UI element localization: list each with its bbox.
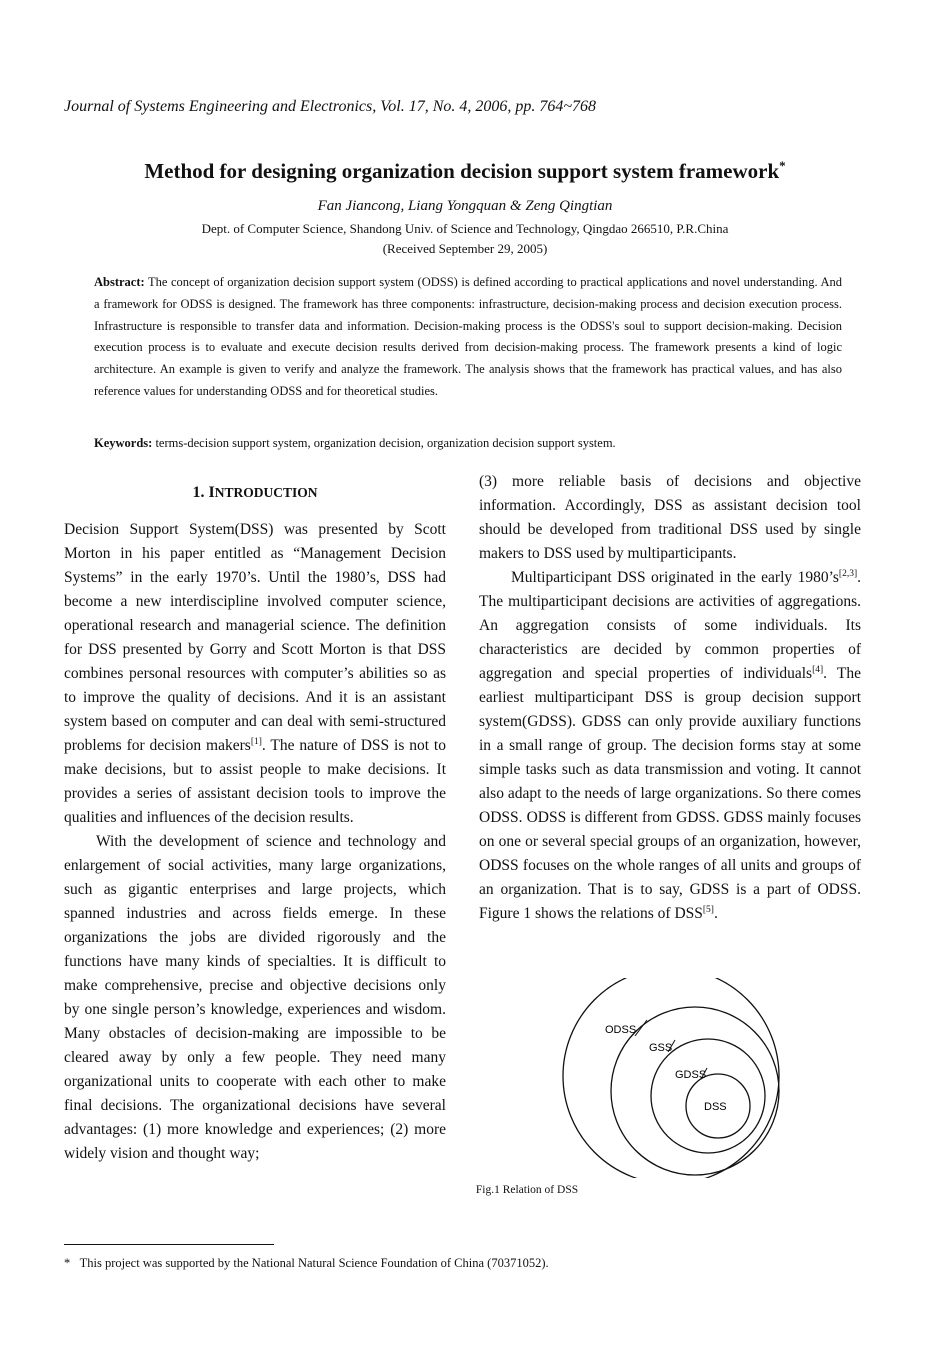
paper-title-text: Method for designing organization decision support system framework (144, 159, 780, 183)
section-title-rest: NTRODUCTION (214, 485, 318, 500)
footnote-text: This project was supported by the National Natural Science Foundation of China (70371052). (79, 1256, 549, 1270)
footnote-mark: * (64, 1256, 71, 1270)
odss-circle (563, 978, 779, 1178)
citation-ref: [2,3] (838, 568, 858, 579)
figure-caption: Fig.1 Relation of DSS (475, 1184, 579, 1196)
keywords-label: Keywords: (94, 436, 153, 450)
paragraph: With the development of science and technology and enlargement of social activities, many large organizations, such as gigantic enterprises and large projects, which spanned industries and across fields emerge. In these organizations the jobs are divided rigorously and the functions have many kinds of specialties. It is difficult to make comprehensive, precise and objective decisions only by one single person’s knowledge, experiences and wisdom. Many obstacles of decision-making are impossible to be cleared away by only a few people. They need many organizational units to cooperate with each other to make final decisions. The organizational decisions have several advantages: (1) more knowledge and experiences; (2) more widely vision and thought way; (64, 833, 446, 1162)
paragraph-text: . The earliest multiparticipant DSS is group decision support system(GDSS). GDSS can only provide auxiliary functions in a small range of group. The decision forms stay at some simple tasks such as data transmission and voting. It cannot also adapt to the needs of large organizations. So there comes ODSS. ODSS is different from GDSS. GDSS mainly focuses on one or several special groups of an organization, however, ODSS focuses on the whole ranges of all units and groups of an organization. That is to say, GDSS is a part of ODSS. Figure 1 shows the relations of DSS (479, 665, 861, 922)
authors: Fan Jiancong, Liang Yongquan & Zeng Qingtian (317, 198, 613, 214)
citation-ref: [1] (250, 736, 262, 747)
keywords-text: terms-decision support system, organization decision, organization decision support system. (155, 436, 616, 450)
gss-circle (611, 1007, 779, 1175)
received-date: (Received September 29, 2005) (382, 241, 548, 256)
affiliation: Dept. of Computer Science, Shandong Univ. of Science and Technology, Qingdao 266510, P.R.China (201, 221, 729, 236)
paragraph: (3) more reliable basis of decisions and objective information. Accordingly, DSS as assistant decision tool should be developed from traditional DSS used by single makers to DSS used by multiparticipants. (479, 473, 861, 562)
title-footnote-mark: * (779, 158, 786, 173)
right-column (479, 470, 861, 926)
odss-label: ODSS (605, 1024, 637, 1036)
citation-ref: [4] (812, 664, 824, 675)
footnote (64, 1256, 549, 1271)
paragraph (479, 566, 861, 926)
paragraph-text: . (713, 905, 718, 922)
keywords (94, 436, 842, 451)
odss-leader (635, 1020, 647, 1036)
section-heading (64, 484, 446, 502)
abstract (94, 272, 842, 403)
paragraph-text: . The multiparticipant decisions are activities of aggregations. An aggregation consists of some individuals. Its characteristics are decided by common properties of aggregation and special properties of individuals (479, 569, 861, 682)
footnote-divider (64, 1244, 274, 1245)
abstract-text: The concept of organization decision support system (ODSS) is defined according to practical applications and novel understanding. And a framework for ODSS is designed. The framework has three components: infrastructure, decision-making process and decision execution process. Infrastructure is responsible to transfer data and information. Decision-making process is the ODSS's soul to support decision-making. Decision execution process is to evaluate and execute decision results derived from decision-making process. The framework presents a kind of logic architecture. An example is given to verify and analyze the framework. The analysis shows that the framework has practical values, and has also reference values for understanding ODSS and for theoretical studies. (94, 275, 842, 398)
paragraph (64, 518, 446, 830)
abstract-label: Abstract: (94, 275, 145, 289)
paragraph-text: . The nature of DSS is not to make decisions, but to assist people to make decisions. It provides a series of assistant decision tools to improve the qualities and influences of the decision results. (64, 737, 446, 826)
section-number: 1. (192, 484, 205, 501)
paragraph-text: Decision Support System(DSS) was presented by Scott Morton in his paper entitled as “Management Decision Systems” in the early 1970’s. Until the 1980’s, DSS had become a new interdiscipline involved computer science, operational research and managerial science. The definition for DSS presented by Gorry and Scott Morton is that DSS combines personal resources with computer’s abilities so as to improve the quality of decisions. And it is an assistant system based on computer and can deal with semi-structured problems for decision makers (64, 521, 446, 754)
gss-label: GSS (649, 1042, 673, 1054)
gdss-label: GDSS (675, 1069, 707, 1081)
dss-label: DSS (704, 1101, 727, 1113)
section-initial: I (208, 484, 215, 501)
journal-citation: Journal of Systems Engineering and Electronics, Vol. 17, No. 4, 2006, pp. 764~768 (64, 98, 597, 115)
paragraph-text: Multiparticipant DSS originated in the early 1980’s (511, 569, 839, 586)
left-column (64, 518, 446, 1166)
dss-relation-diagram (555, 978, 795, 1178)
paper-title (0, 158, 930, 184)
citation-ref: [5] (702, 904, 714, 915)
